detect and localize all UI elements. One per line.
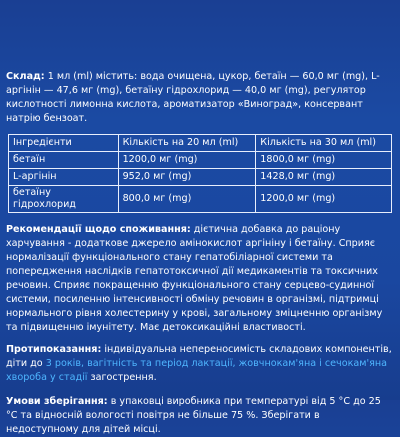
table-header-cell: Кількість на 30 мл (ml) [256,135,392,152]
table-cell: 800,0 мг (mg) [118,186,256,213]
table-header-cell: Інгредієнти [9,135,119,152]
table-cell: бетаїн [9,152,119,169]
composition-paragraph [6,70,394,126]
storage-label: Умови зберігання: [6,396,108,407]
table-header-row [9,135,392,152]
table-header-cell: Кількість на 20 мл (ml) [118,135,256,152]
composition-text: 1 мл (ml) містить: вода очищена, цукор, бетаїн — 60,0 мг (mg), L-аргінін — 47,6 мг (mg), бетаїну гідрохлорид — 40,0 мг (mg), регулятор кислотності лимонна кислота, ароматизатор «Виноград», консервант натрію бензоат. [6,71,380,124]
contraindications-text-end: загострення. [90,372,157,383]
ingredients-table [8,134,392,213]
table-row [9,152,392,169]
label-content [6,70,394,437]
recommendations-text: дієтична добавка до раціону харчування - додаткове джерело амінокислот аргініну і бетаїну. Сприяє нормалізації функціонального стану гепатобіліарної системи та попередження наслідків гепатотоксичної дії медикаментів та токсичних речовин. Сприяє покращенню функціонального стану серцево-судинної системи, посиленню інтенсивності обміну речовин в організмі, підтримці нормального рівня холестерину у крові, загальному зміцненню організму та підвищенню імунітету. Має детоксикаційні властивості. [6,224,383,333]
contraindications-highlight: 3 років, вагітність та період лактації, жовчнокам'яна і сечокам'яна хвороба у стадії [6,358,388,383]
recommendations-paragraph [6,223,394,335]
table-row [9,186,392,213]
composition-label: Склад: [6,71,45,82]
table-cell: 1200,0 мг (mg) [256,186,392,213]
contraindications-label: Протипоказання: [6,344,102,355]
storage-text: в упаковці виробника при температурі від 5 °С до 25 °С та відносній вологості повітря не більше 75 %. Зберігати в недоступному для дітей місці. [6,396,381,435]
table-cell: 952,0 мг (mg) [118,169,256,186]
table-cell: 1428,0 мг (mg) [256,169,392,186]
table-cell: L-аргінін [9,169,119,186]
storage-paragraph [6,395,394,437]
contraindications-text: індивідуальна непереносимість складових компонентів, діти до [6,344,392,369]
table-cell: 1200,0 мг (mg) [118,152,256,169]
table-row [9,169,392,186]
table-cell: бетаїну гідрохлорид [9,186,119,213]
recommendations-label: Рекомендації щодо споживання: [6,224,191,235]
contraindications-paragraph [6,343,394,385]
table-cell: 1800,0 мг (mg) [256,152,392,169]
